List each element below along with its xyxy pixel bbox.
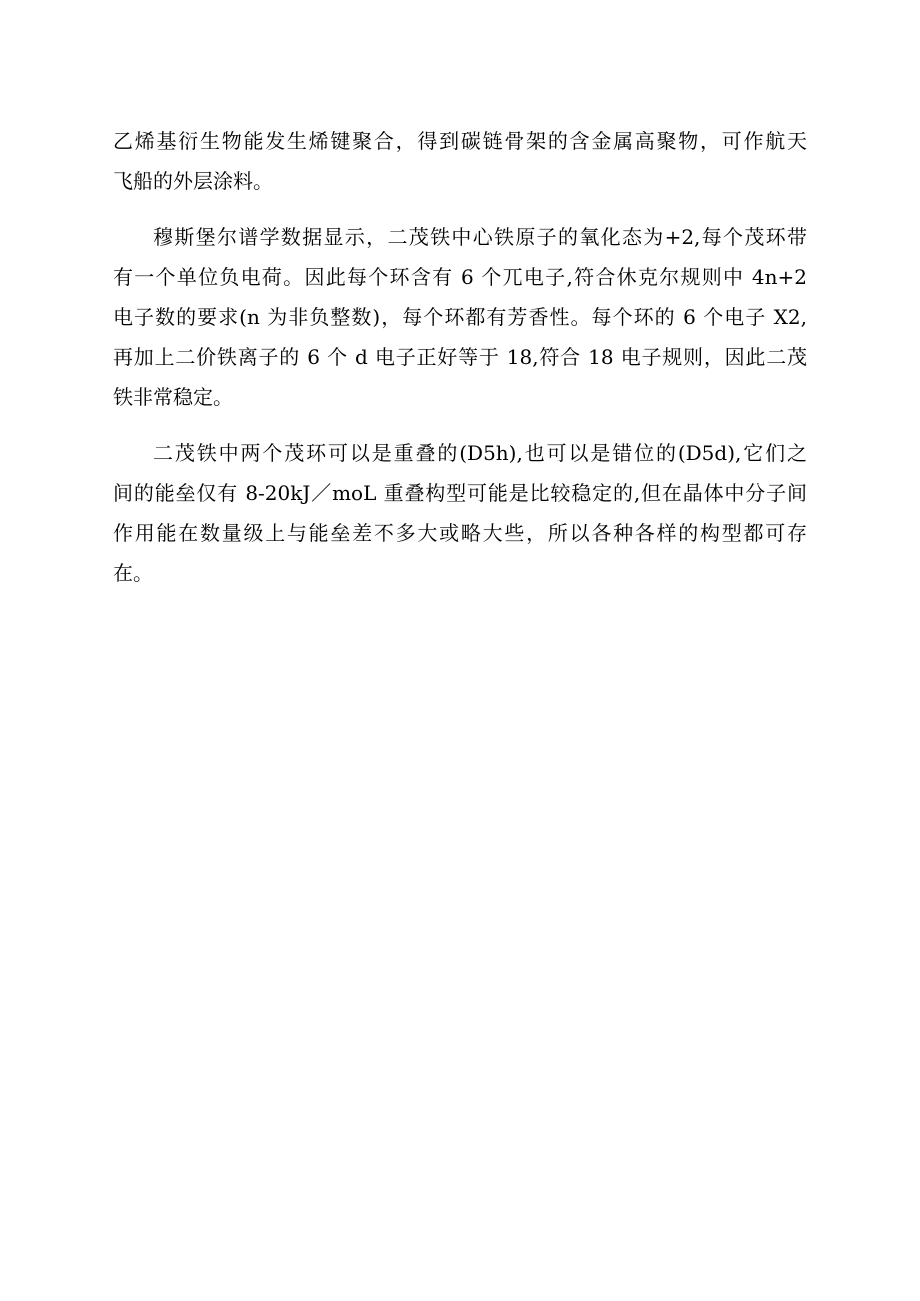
- paragraph-line: 间的能垒仅有 8-20kJ／moL 重叠构型可能是比较稳定的,但在晶体中分子间: [113, 481, 807, 505]
- paragraph-line: 乙烯基衍生物能发生烯键聚合，得到碳链骨架的含金属高聚物，可作航天: [113, 129, 807, 153]
- paragraph-line: 铁非常稳定。: [113, 385, 233, 409]
- paragraph-line: 在。: [113, 561, 153, 585]
- paragraph-line: 电子数的要求(n 为非负整数)，每个环都有芳香性。每个环的 6 个电子 X2,: [113, 305, 807, 329]
- paragraph-line: 再加上二价铁离子的 6 个 d 电子正好等于 18,符合 18 电子规则，因此二茂: [113, 345, 807, 369]
- document-body: [113, 121, 807, 593]
- paragraph-line: 二茂铁中两个茂环可以是重叠的(D5h),也可以是错位的(D5d),它们之: [153, 441, 807, 465]
- paragraph-line: 穆斯堡尔谱学数据显示，二茂铁中心铁原子的氧化态为+2,每个茂环带: [153, 225, 807, 249]
- paragraph-line: 飞船的外层涂料。: [113, 169, 273, 193]
- paragraph-line: 作用能在数量级上与能垒差不多大或略大些，所以各种各样的构型都可存: [113, 521, 807, 545]
- paragraph-1: [113, 121, 807, 201]
- paragraph-line: 有一个单位负电荷。因此每个环含有 6 个兀电子,符合休克尔规则中 4n+2: [113, 265, 807, 289]
- paragraph-2: [113, 217, 807, 417]
- paragraph-3: [113, 433, 807, 593]
